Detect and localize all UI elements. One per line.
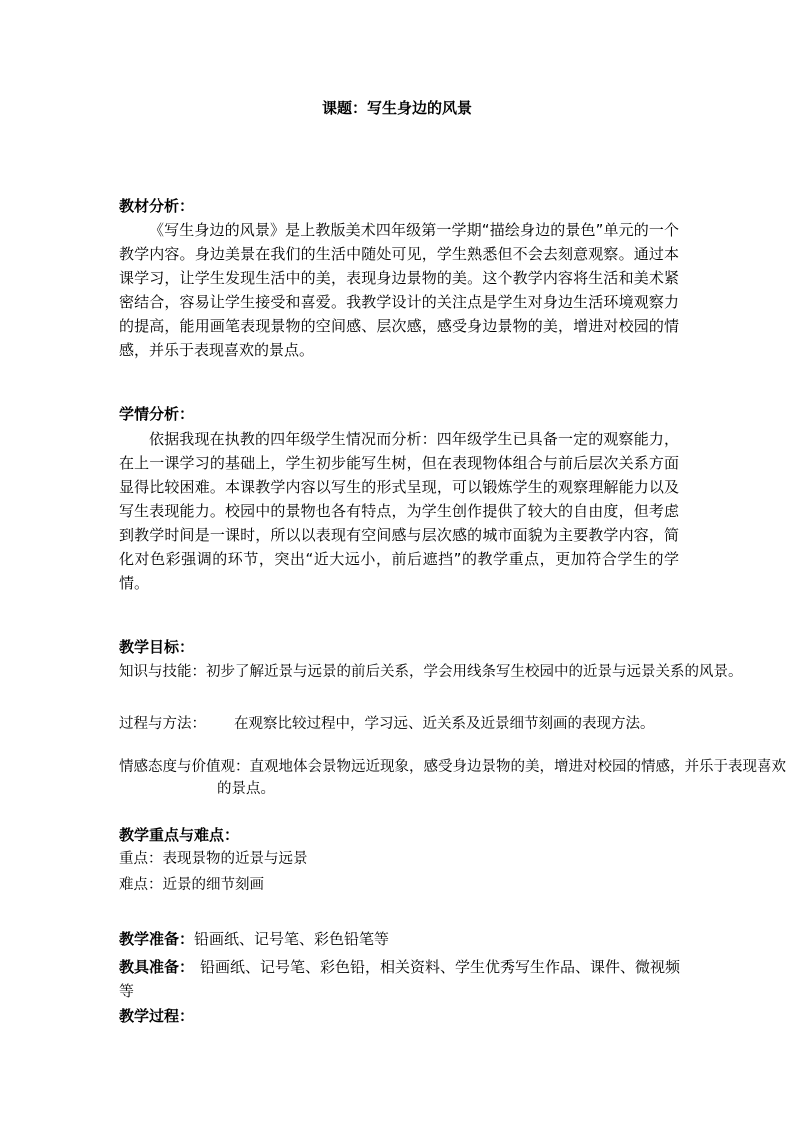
goal-text: 直观地体会景物远近现象，感受身边景物的美，增进对校园的情感，并乐于表现喜欢的景点。 bbox=[217, 759, 786, 797]
goal-text: 初步了解近景与远景的前后关系，学会用线条写生校园中的近景与远景关系的风景。 bbox=[206, 664, 743, 680]
student-analysis-body: 依据我现在执教的四年级学生情况而分析：四年级学生已具备一定的观察能力，在上一课学习的基础上，学生初步能写生树，但在表现物体组合与前后层次关系方面显得比较困难。本课教学内容以写生的形式呈现，可以锻炼学生的观察理解能力以及写生表现能力。校园中的景物也各有特点，为学生创作提供了较大的自由度，但考虑到教学时间是一课时，所以以表现有空间感与层次感的城市面貌为主要教学内容，简化对色彩强调的环节，突出“近大远小，前后遮挡”的教学重点，更加符合学生的学情。 bbox=[119, 430, 679, 592]
material-analysis-body: 《写生身边的风景》是上教版美术四年级第一学期“描绘身边的景色”单元的一个教学内容。身边美景在我们的生活中随处可见，学生熟悉但不会去刻意观察。通过本课学习，让学生发现生活中的美，表现身边景物的美。这个教学内容将生活和美术紧密结合，容易让学生接受和喜爱。我教学设计的关注点是学生对身边生活环境观察力的提高，能用画笔表现景物的空间感、层次感，感受身边景物的美，增进对校园的情感，并乐于表现喜欢的景点。 bbox=[119, 221, 679, 359]
student-analysis-heading: 学情分析： bbox=[119, 405, 195, 423]
student-preparation-label: 教学准备： bbox=[119, 930, 195, 948]
goal-emotion-values bbox=[119, 756, 787, 800]
teaching-goals-heading: 教学目标： bbox=[119, 638, 195, 656]
goal-label: 知识与技能： bbox=[119, 664, 206, 680]
key-point-difficulty: 难点：近景的细节刻画 bbox=[119, 877, 264, 893]
teacher-preparation bbox=[119, 955, 684, 1003]
goal-label: 情感态度与价值观： bbox=[119, 759, 250, 775]
student-preparation-text: 铅画纸、记号笔、彩色铅笔等 bbox=[194, 930, 390, 948]
document-title: 课题：写生身边的风景 bbox=[321, 99, 472, 117]
material-analysis-heading: 教材分析： bbox=[119, 197, 195, 215]
key-points-heading: 教学重点与难点： bbox=[119, 826, 240, 844]
goal-knowledge-skills bbox=[119, 661, 787, 683]
teacher-preparation-text: 铅画纸、记号笔、彩色铅，相关资料、学生优秀写生作品、课件、微视频等 bbox=[119, 958, 681, 1000]
goal-label: 过程与方法： bbox=[119, 716, 206, 732]
goal-text: 在观察比较过程中，学习远、近关系及近景细节刻画的表现方法。 bbox=[234, 716, 655, 732]
teaching-process-heading: 教学过程： bbox=[119, 1007, 195, 1025]
goal-process-method bbox=[119, 713, 787, 735]
student-preparation bbox=[119, 927, 684, 951]
teacher-preparation-label: 教具准备： bbox=[119, 958, 195, 976]
key-point-focus: 重点：表现景物的近景与远景 bbox=[119, 851, 308, 867]
